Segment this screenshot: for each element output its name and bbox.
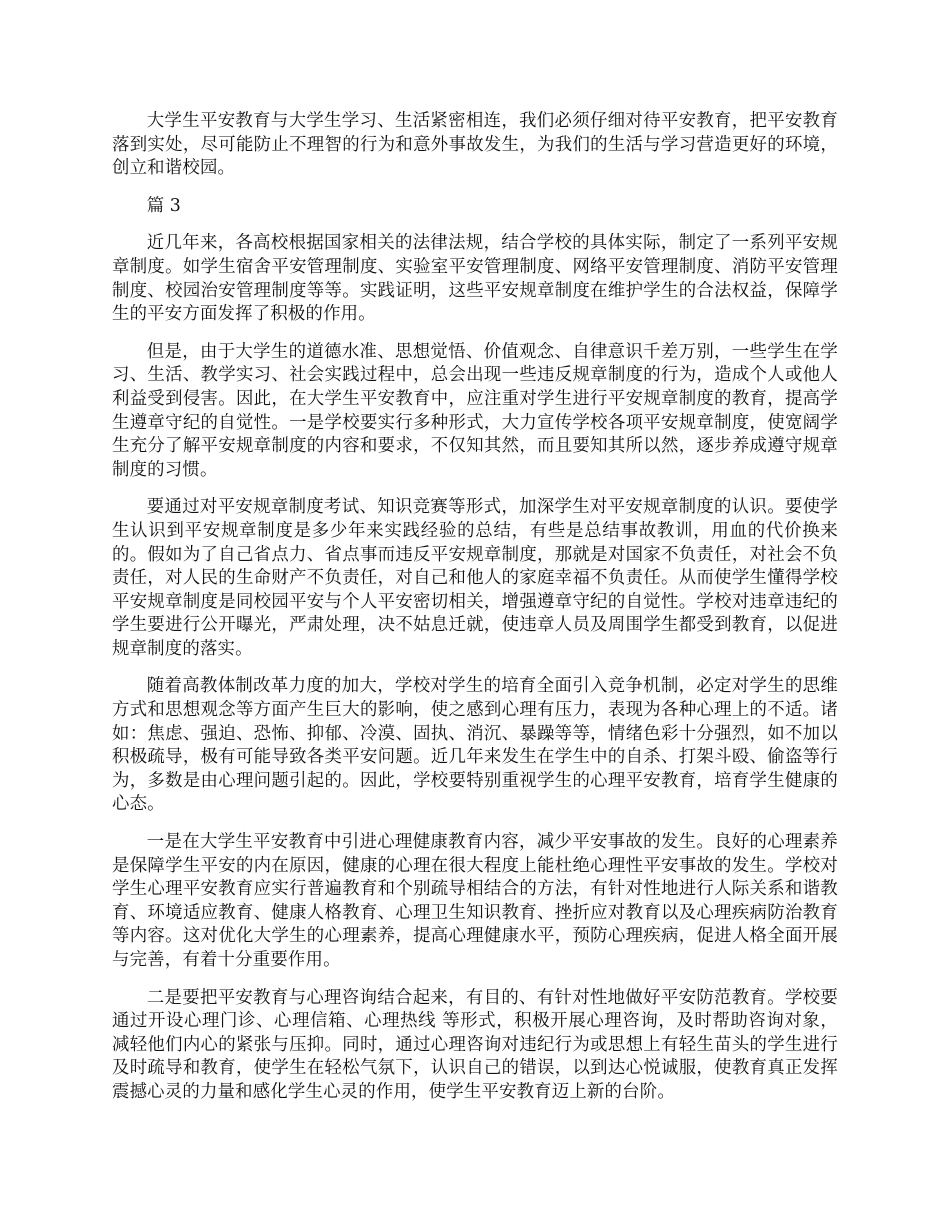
paragraph-6: 二是要把平安教育与心理咨询结合起来，有目的、有针对性地做好平安防范教育。学校要通过开设心理门诊、心理信箱、心理热线 等形式，积极开展心理咨询，及时帮助咨询对象，减轻他们内心的紧张与压抑。同时，通过心理咨询对违纪行为或思想上有轻生苗头的学生进行及时疏导和教育，使学生在轻松气氛下，认识自己的错误，以到达心悦诚服，使教育真正发挥震撼心灵的力量和感化学生心灵的作用，使学生平安教育迈上新的台阶。 xyxy=(112,987,838,1102)
paragraph-3: 要通过对平安规章制度考试、知识竞赛等形式，加深学生对平安规章制度的认识。要使学生认识到平安规章制度是多少年来实践经验的总结，有些是总结事故教训，用血的代价换来的。假如为了自己省点力、省点事而违反平安规章制度，那就是对国家不负责任，对社会不负责任，对人民的生命财产不负责任，对自己和他人的家庭幸福不负责任。从而使学生懂得学校平安规章制度是同校园平安与个人平安密切相关，增强遵章守纪的自觉性。学校对违章违纪的学生要进行公开曝光，严肃处理，决不姑息迁就，使违章人员及周围学生都受到教育，以促进规章制度的落实。 xyxy=(112,497,838,659)
document-page xyxy=(112,110,838,1190)
paragraph-5: 一是在大学生平安教育中引进心理健康教育内容，减少平安事故的发生。良好的心理素养是保障学生平安的内在原因，健康的心理在很大程度上能杜绝心理性平安事故的发生。学校对学生心理平安教育应实行普遍教育和个别疏导相结合的方法，有针对性地进行人际关系和谐教育、环境适应教育、健康人格教育、心理卫生知识教育、挫折应对教育以及心理疾病防治教育等内容。这对优化大学生的心理素养，提高心理健康水平，预防心理疾病，促进人格全面开展与完善，有着十分重要作用。 xyxy=(112,832,838,970)
paragraph-4: 随着高教体制改革力度的加大，学校对学生的培育全面引入竞争机制，必定对学生的思维方式和思想观念等方面产生巨大的影响，使之感到心理有压力，表现为各种心理上的不适。诸如：焦虑、强迫、恐怖、抑郁、冷漠、固执、消沉、暴躁等等，情绪色彩十分强烈，如不加以积极疏导，极有可能导致各类平安问题。近几年来发生在学生中的自杀、打架斗殴、偷盗等行为，多数是由心理问题引起的。因此，学校要特别重视学生的心理平安教育，培育学生健康的心态。 xyxy=(112,676,838,815)
paragraph-2: 但是，由于大学生的道德水准、思想觉悟、价值观念、自律意识千差万别，一些学生在学习、生活、教学实习、社会实践过程中，总会出现一些违反规章制度的行为，造成个人或他人利益受到侵害。因此，在大学生平安教育中，应注重对学生进行平安规章制度的教育，提高学生遵章守纪的自觉性。一是学校要实行多种形式，大力宣传学校各项平安规章制度，使宽阔学生充分了解平安规章制度的内容和要求，不仅知其然，而且要知其所以然，逐步养成遵守规章制度的习惯。 xyxy=(112,341,838,480)
section-heading: 篇 3 xyxy=(146,195,181,216)
paragraph-intro: 大学生平安教育与大学生学习、生活紧密相连，我们必须仔细对待平安教育，把平安教育落到实处，尽可能防止不理智的行为和意外事故发生，为我们的生活与学习营造更好的环境，创立和谐校园。 xyxy=(112,111,838,179)
paragraph-1: 近几年来，各高校根据国家相关的法律法规，结合学校的具体实际，制定了一系列平安规章制度。如学生宿舍平安管理制度、实验室平安管理制度、网络平安管理制度、消防平安管理制度、校园治安管理制度等等。实践证明，这些平安规章制度在维护学生的合法权益，保障学生的平安方面发挥了积极的作用。 xyxy=(112,233,838,325)
